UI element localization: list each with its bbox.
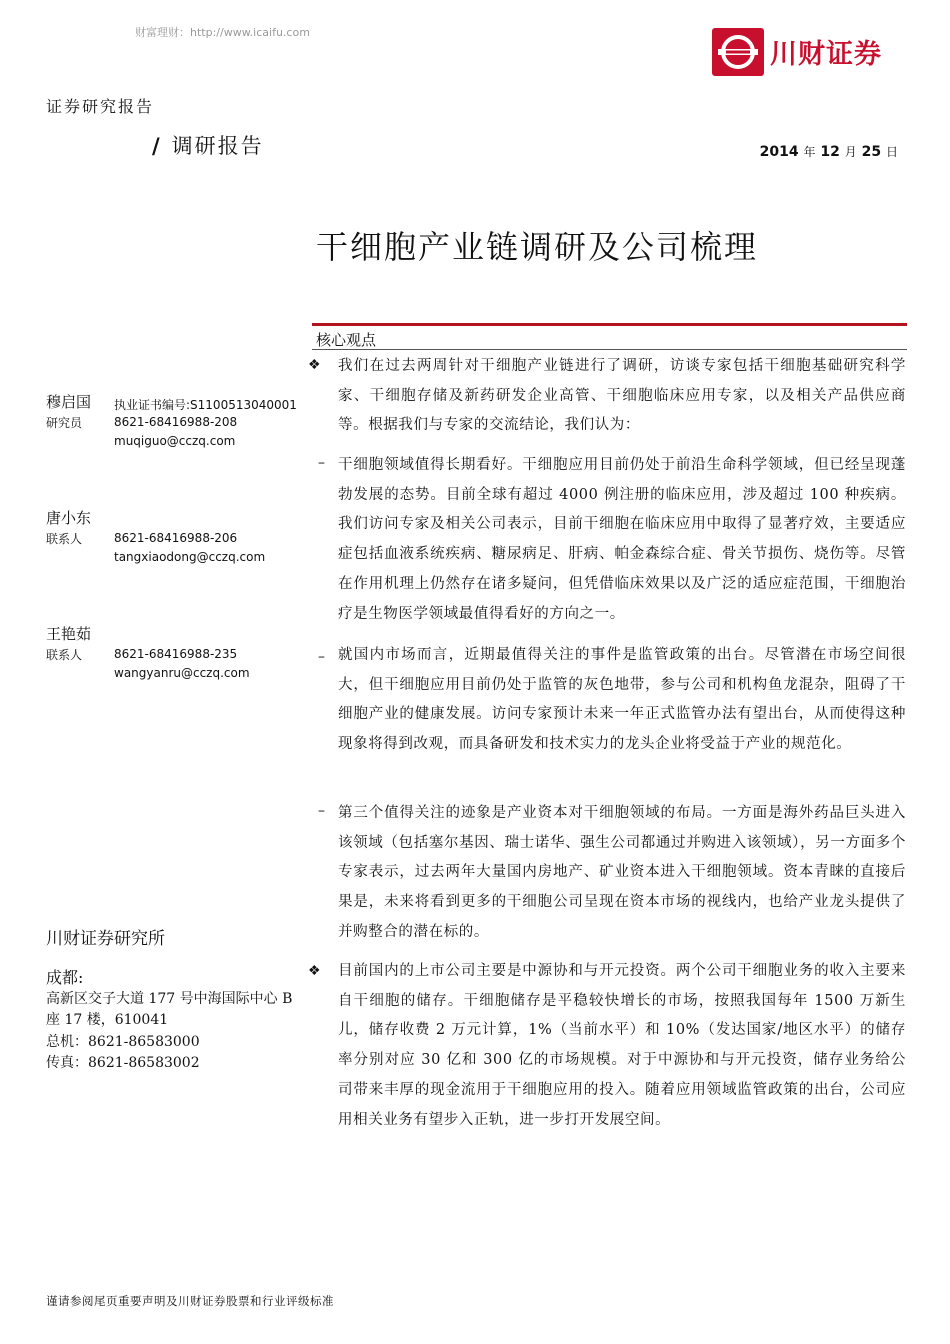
core-paragraph: 干细胞领域值得长期看好。干细胞应用目前仍处于前沿生命科学领域，但已经呈现蓬勃发展的态势。目前全球有超过 4000 例注册的临床应用，涉及超过 100 种疾病。我们访问专家及相关公司表示，目前干细胞在临床应用中取得了显著疗效，主要适应症包括血液系统疾病、糖尿病足、肝病、帕金森综合症、骨关节损伤、烧伤等。尽管在作用机理上仍然存在诸多疑问，但凭借临床效果以及广泛的适应症范围，干细胞治疗是生物医学领域最值得看好的方向之一。 bbox=[338, 457, 906, 622]
dash-marker: – bbox=[318, 455, 325, 471]
address-phone: 总机：8621-86583000 bbox=[46, 1033, 200, 1050]
analyst-role: 联系人 bbox=[46, 532, 83, 546]
report-title: 干细胞产业链调研及公司梳理 bbox=[316, 228, 759, 266]
doc-type-label: 证券研究报告 bbox=[46, 97, 155, 116]
slash-mark: / bbox=[152, 133, 162, 158]
address-city: 成都: bbox=[46, 968, 84, 987]
analyst-role: 联系人 bbox=[46, 648, 83, 662]
core-paragraph: 就国内市场而言，近期最值得关注的事件是监管政策的出台。尽管潜在市场空间很大，但干细胞应用目前仍处于监管的灰色地带，参与公司和机构鱼龙混杂，阻碍了干细胞产业的健康发展。访问专家预计未来一年正式监管办法有望出台，从而使得这种现象将得到改观，而具备研发和技术实力的龙头企业将受益于产业的规范化。 bbox=[338, 647, 906, 753]
analyst-phone: 8621-68416988-208 bbox=[114, 415, 238, 429]
company-logo bbox=[712, 28, 912, 78]
watermark-text: 财富理财：http://www.icaifu.com bbox=[135, 26, 310, 39]
analyst-email[interactable]: muqiguo@cczq.com bbox=[114, 434, 236, 448]
report-type-heading bbox=[152, 130, 264, 160]
institute-address bbox=[46, 967, 296, 1075]
date-month-unit: 月 bbox=[844, 145, 857, 159]
core-paragraph: 我们在过去两周针对干细胞产业链进行了调研，访谈专家包括干细胞基础研究科学家、干细胞存储及新药研发企业高管、干细胞临床应用专家，以及相关产品供应商等。根据我们与专家的交流结论，我们认为： bbox=[338, 358, 906, 434]
analyst-role: 研究员 bbox=[46, 416, 83, 430]
date-month: 12 bbox=[820, 144, 840, 160]
logo-mark-icon bbox=[712, 28, 764, 76]
date-day-unit: 日 bbox=[885, 145, 898, 159]
date-year-unit: 年 bbox=[803, 145, 816, 159]
analyst-block bbox=[46, 391, 297, 448]
address-fax: 传真：8621-86583002 bbox=[46, 1055, 200, 1071]
logo-text: 川财证券 bbox=[770, 39, 882, 70]
analyst-block bbox=[46, 623, 250, 680]
core-views-heading: 核心观点 bbox=[316, 331, 377, 349]
analyst-name: 唐小东 bbox=[46, 509, 92, 527]
analyst-block bbox=[46, 507, 266, 564]
report-date bbox=[760, 143, 898, 160]
section-divider-grey bbox=[312, 349, 907, 350]
report-type-label: 调研报告 bbox=[171, 134, 264, 158]
bullet-diamond-icon: ❖ bbox=[308, 357, 321, 373]
analyst-license: 执业证书编号:S1100513040001 bbox=[114, 398, 297, 412]
core-paragraph: 第三个值得关注的迹象是产业资本对干细胞领域的布局。一方面是海外药品巨头进入该领域（包括塞尔基因、瑞士诺华、强生公司都通过并购进入该领域），另一方面多个专家表示，过去两年大量国内房地产、矿业资本进入干细胞领域。资本青睐的直接后果是，未来将看到更多的干细胞公司呈现在资本市场的视线内，也给产业龙头提供了并购整合的潜在标的。 bbox=[338, 805, 906, 940]
analyst-phone: 8621-68416988-235 bbox=[114, 647, 238, 661]
analyst-email[interactable]: wangyanru@cczq.com bbox=[114, 666, 250, 680]
dash-marker: – bbox=[318, 803, 325, 819]
date-year: 2014 bbox=[759, 144, 799, 160]
address-street: 高新区交子大道 177 号中海国际中心 B 座 17 楼，610041 bbox=[46, 990, 293, 1028]
footer-disclaimer: 谨请参阅尾页重要声明及川财证券股票和行业评级标准 bbox=[46, 1294, 334, 1308]
bullet-diamond-icon: ❖ bbox=[308, 963, 321, 979]
core-paragraph: 目前国内的上市公司主要是中源协和与开元投资。两个公司干细胞业务的收入主要来自干细胞的储存。干细胞储存是平稳较快增长的市场，按照我国每年 1500 万新生儿，储存收费 2 万元计算，1%（当前水平）和 10%（发达国家/地区水平）的储存率分别对应 30 亿和 300 亿的市场规模。对于中源协和与开元投资，储存业务给公司带来丰厚的现金流用于干细胞应用的投入。随着应用领域监管政策的出台，公司应用相关业务有望步入正轨，进一步打开发展空间。 bbox=[338, 963, 906, 1128]
analyst-name: 穆启国 bbox=[46, 393, 92, 411]
dash-marker: – bbox=[318, 649, 325, 665]
institute-name: 川财证券研究所 bbox=[46, 929, 165, 949]
section-divider-red bbox=[312, 323, 907, 326]
analyst-email[interactable]: tangxiaodong@cczq.com bbox=[114, 550, 266, 564]
analyst-name: 王艳茹 bbox=[46, 625, 92, 643]
date-day: 25 bbox=[861, 144, 882, 160]
analyst-phone: 8621-68416988-206 bbox=[114, 531, 238, 545]
